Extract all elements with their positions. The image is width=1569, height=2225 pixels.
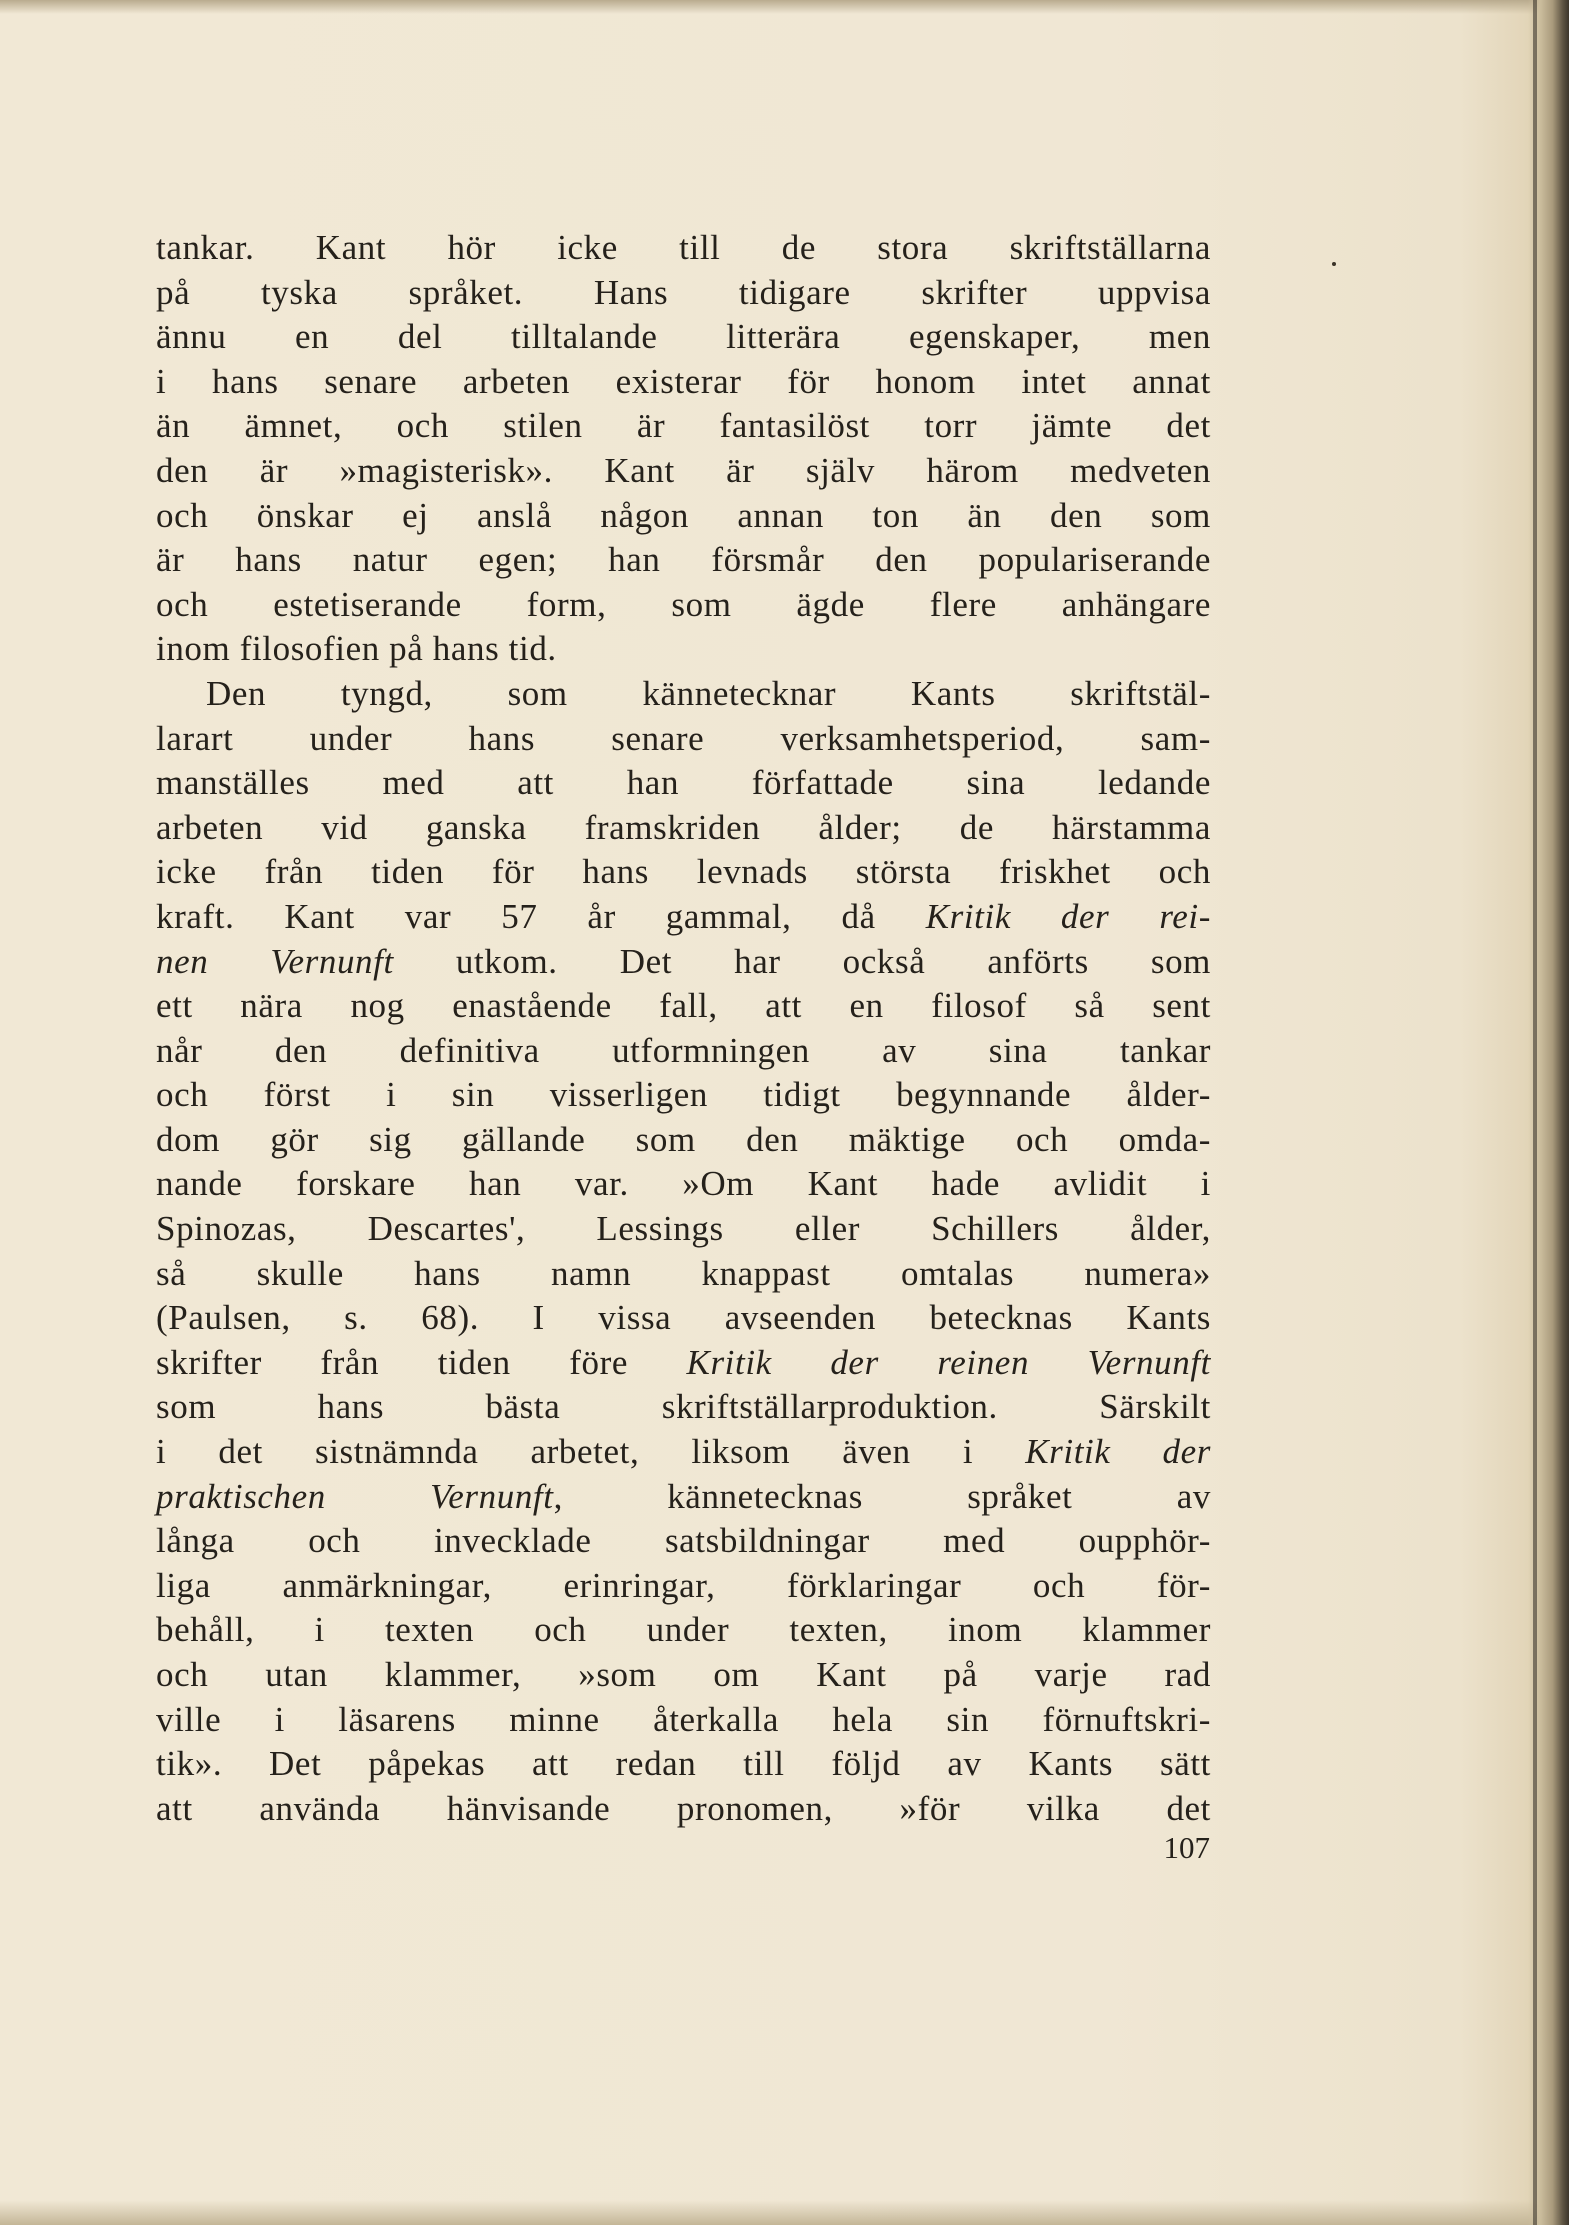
paragraph-start-line: Den tyngd, som kännetecknar Kants skriftstäl-	[206, 673, 1211, 713]
text-line: (Paulsen, s. 68). I vissa avseenden betecknas Kants	[156, 1298, 1211, 1338]
text-line: i det sistnämnda arbetet, liksom även i Kritik der	[156, 1432, 1212, 1472]
text-line: når den definitiva utformningen av sina tankar	[156, 1030, 1211, 1070]
text-line: som hans bästa skriftställarproduktion. Särskilt	[156, 1387, 1211, 1427]
text-line: att använda hänvisande pronomen, »för vilka det	[156, 1788, 1211, 1828]
text-line: i hans senare arbeten existerar för honom intet annat	[156, 361, 1211, 401]
page-number: 107	[1163, 1830, 1210, 1865]
text-line: larart under hans senare verksamhetsperiod, sam-	[156, 718, 1211, 758]
text-line: än ämnet, och stilen är fantasilöst torr jämte det	[156, 406, 1211, 446]
text-line: tik». Det påpekas att redan till följd av Kants sätt	[156, 1744, 1211, 1784]
text-line: så skulle hans namn knappast omtalas numera»	[156, 1253, 1211, 1293]
top-edge-shadow	[0, 0, 1569, 14]
text-line: ville i läsarens minne återkalla hela sin förnuftskri-	[156, 1699, 1211, 1739]
text-line: kraft. Kant var 57 år gammal, då Kritik der rei-	[156, 896, 1211, 936]
text-line: och önskar ej anslå någon annan ton än den som	[156, 495, 1211, 535]
text-line: och estetiserande form, som ägde flere anhängare	[156, 584, 1211, 624]
text-line: inom filosofien på hans tid.	[156, 629, 557, 669]
text-line: är hans natur egen; han försmår den populariserande	[156, 540, 1211, 580]
text-line: på tyska språket. Hans tidigare skrifter uppvisa	[156, 272, 1211, 312]
text-line: dom gör sig gällande som den mäktige och omda-	[156, 1119, 1211, 1159]
page-fold-line	[1533, 0, 1537, 2225]
text-line: behåll, i texten och under texten, inom klammer	[156, 1610, 1211, 1650]
text-line: den är »magisterisk». Kant är själv härom medveten	[156, 450, 1211, 490]
text-line: liga anmärkningar, erinringar, förklaringar och för-	[156, 1565, 1211, 1605]
text-line: ett nära nog enastående fall, att en filosof så sent	[156, 986, 1211, 1026]
text-line: tankar. Kant hör icke till de stora skriftställarna	[156, 228, 1211, 267]
text-line: nande forskare han var. »Om Kant hade avlidit i	[156, 1164, 1211, 1204]
text-line: praktischen Vernunft, kännetecknas språket av	[156, 1476, 1211, 1516]
text-line: manställes med att han författade sina ledande	[156, 763, 1211, 803]
text-line: och först i sin visserligen tidigt begynnande ålder-	[156, 1075, 1211, 1115]
text-line: och utan klammer, »som om Kant på varje rad	[156, 1655, 1211, 1694]
text-line: arbeten vid ganska framskriden ålder; de härstamma	[156, 807, 1211, 847]
text-line: Spinozas, Descartes', Lessings eller Schillers ålder,	[156, 1209, 1211, 1249]
body-text	[156, 226, 1211, 1831]
bottom-edge-shadow	[0, 2200, 1569, 2225]
ink-speck	[1332, 262, 1336, 266]
text-line: icke från tiden för hans levnads största friskhet och	[156, 852, 1211, 892]
text-line: långa och invecklade satsbildningar med oupphör-	[156, 1521, 1211, 1561]
text-line: nen Vernunft utkom. Det har också anförts som	[156, 941, 1211, 981]
text-line: skrifter från tiden före Kritik der reinen Vernunft	[156, 1342, 1211, 1382]
text-line: ännu en del tilltalande litterära egenskaper, men	[156, 317, 1211, 357]
